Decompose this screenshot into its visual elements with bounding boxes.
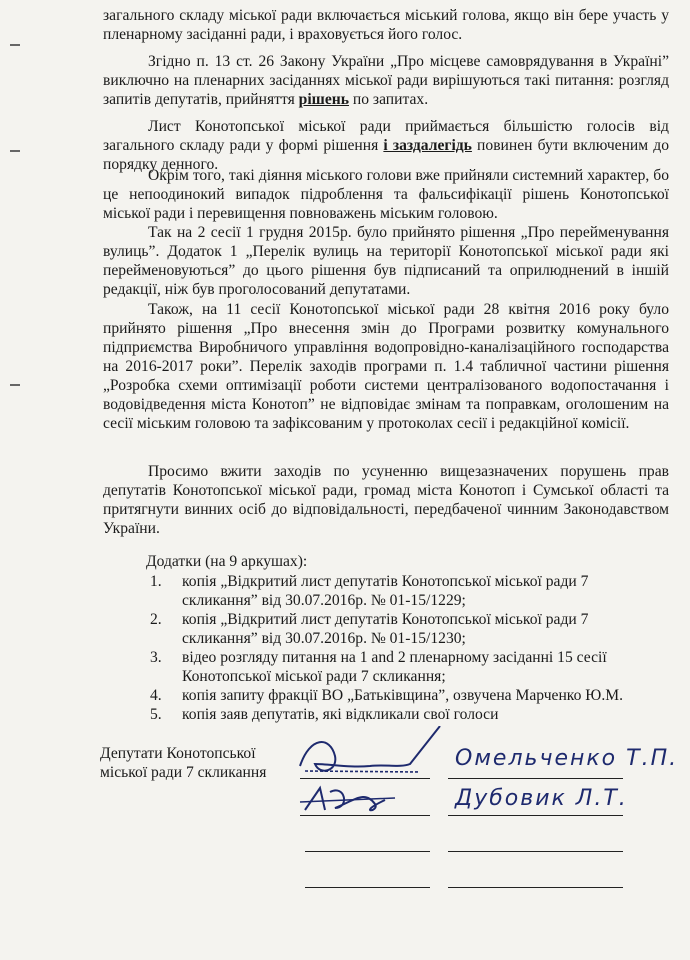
paragraph-2-text-c: по запитах. [348, 91, 429, 108]
signature-line [448, 851, 623, 852]
attachment-text: відео розгляду питання на 1 and 2 пленарному засіданні 15 сесії Конотопської міської ради 7 скликання; [182, 649, 607, 685]
signature-line [448, 887, 623, 888]
attachment-text: копія заяв депутатів, які відкликали свої голоси [182, 706, 499, 723]
attachment-text: копія „Відкритий лист депутатів Конотопської міської ради 7 скликання” від 30.07.2016р. № 01-15/1229; [182, 573, 589, 609]
attachment-number: 2. [150, 611, 162, 628]
attachment-number: 3. [150, 649, 162, 666]
paragraph-3-emphasis: і заздалегідь [383, 137, 472, 154]
margin-mark [10, 384, 20, 386]
paragraph-5: Так на 2 сесії 1 грудня 2015р. було прийнято рішення „Про перейменування вулиць”. Додаток 1 „Перелік вулиць на території Конотопської міської ради які перейменовуються” до цього рішення був підписаний та оприлюднений в іншій редакції, ніж був проголосований депутатами. [103, 224, 669, 298]
paragraph-7: Просимо вжити заходів по усуненню вищезазначених порушень прав депутатів Конотопської міської ради, громад міста Конотоп і Сумської області та притягнути винних осіб до відповідальності, передбаченої чинним Законодавством України. [103, 463, 669, 537]
attachment-item [150, 610, 650, 648]
paragraph-4: Окрім того, такі діяння міського голови вже прийняли системний характер, бо це непоодинокий випадок підроблення та фальсифікації рішень Конотопської міської ради і перевищення повноважень міським головою. [103, 167, 669, 222]
handwritten-name-1: Омельченко Т.П. [455, 746, 679, 771]
attachment-item [150, 705, 650, 724]
paragraph-3-text-a: Лист Конотопської міської ради приймається більшістю голосів від загального складу ради у формі рішення [103, 118, 669, 154]
signers-line-1: Депутати Конотопської [100, 745, 256, 762]
handwritten-name-2: Дубовик Л.Т. [455, 786, 628, 811]
signature-line [448, 815, 623, 816]
attachment-number: 5. [150, 706, 162, 723]
attachment-item [150, 572, 650, 610]
attachment-text: копія „Відкритий лист депутатів Конотопської міської ради 7 скликання” від 30.07.2016р. № 01-15/1230; [182, 611, 589, 647]
paragraph-2 [103, 52, 669, 109]
attachment-text: копія запиту фракції ВО „Батьківщина”, озвучена Марченко Ю.М. [182, 687, 623, 704]
paragraph-3-text-c: повинен бути включеним до порядку денного. [103, 137, 669, 173]
attachment-number: 1. [150, 573, 162, 590]
attachments-list [150, 572, 650, 724]
margin-mark [10, 150, 20, 152]
signature-scribble-2 [295, 780, 405, 820]
attachment-number: 4. [150, 687, 162, 704]
signature-line [448, 778, 623, 779]
attachment-item [150, 648, 650, 686]
attachments-title: Додатки (на 9 аркушах): [146, 553, 308, 570]
paragraph-1: загального складу міської ради включається міський голова, якщо він бере участь у пленарному засіданні ради, і враховується його голос. [103, 7, 669, 43]
signature-scribble-1 [290, 726, 450, 786]
paragraph-2-text-a: Згідно п. 13 ст. 26 Закону України „Про місцеве самоврядування в Україні” виключно на пленарних засіданнях міської ради вирішуються такі питання: розгляд запитів депутатів, прийняття [103, 53, 669, 108]
paragraph-6: Також, на 11 сесії Конотопської міської ради 28 квітня 2016 року було прийнято рішення „Про внесення змін до Програми розвитку комунального підприємства Виробничого управління водопровідно-каналізаційного господарства на 2016-2017 роки”. Перелік заходів програми п. 1.4 табличної частини рішення „Розробка схеми оптимізації роботи системи централізованого водопостачання і водовідведення міста Конотоп” не відповідає змінам та поправкам, оголошеним на сесії міським головою та зафіксованим у протоколах сесії і редакційної комісії. [103, 301, 669, 432]
signers-caption [100, 744, 266, 782]
margin-mark [10, 44, 20, 46]
attachment-item [150, 686, 650, 705]
signers-line-2: міської ради 7 скликання [100, 764, 267, 781]
signature-line [305, 887, 430, 888]
paragraph-2-emphasis: рішень [298, 91, 349, 108]
signature-line [305, 851, 430, 852]
